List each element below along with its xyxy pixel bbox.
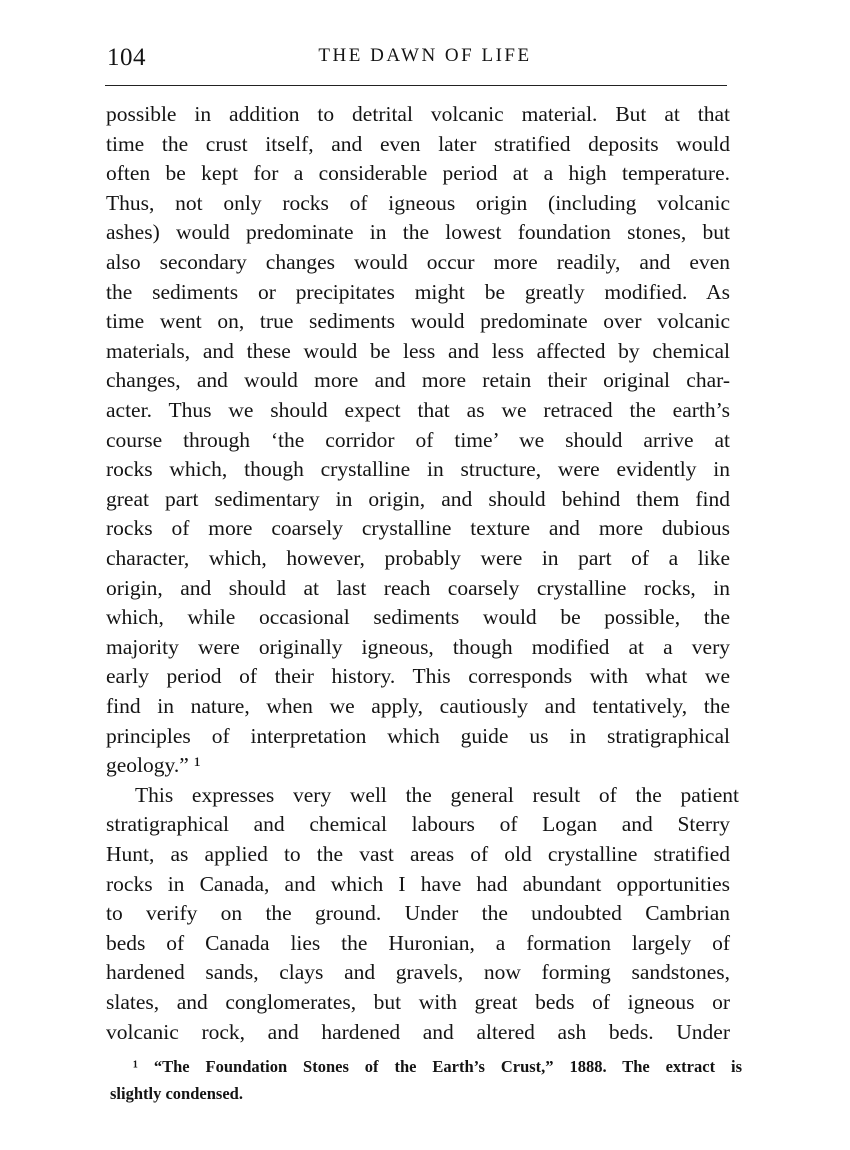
page-number: 104 xyxy=(107,44,146,71)
body-line: acter. Thus we should expect that as we retraced the earth’s xyxy=(106,398,730,422)
body-line: time went on, true sediments would predominate over volcanic xyxy=(106,309,730,334)
body-line: origin, and should at last reach coarsely crystalline rocks, in xyxy=(106,575,730,600)
body-line: great part sedimentary in origin, and should behind them find xyxy=(106,486,730,511)
body-line: possible in addition to detrital volcanic material. But at that xyxy=(106,102,730,126)
body-line: slates, and conglomerates, but with great beds of igneous or xyxy=(106,990,730,1014)
body-line: often be kept for a considerable period at a high temperature. xyxy=(106,161,730,186)
body-line: rocks in Canada, and which I have had abundant opportunities xyxy=(106,871,730,896)
body-line: majority were originally igneous, though modified at a very xyxy=(106,634,730,659)
body-line: Thus, not only rocks of igneous origin (including volcanic xyxy=(106,190,730,215)
body-line: time the crust itself, and even later stratified deposits would xyxy=(106,131,730,156)
body-line: beds of Canada lies the Huronian, a formation largely of xyxy=(106,930,730,955)
footnote-line: ¹ “The Foundation Stones of the Earth’s Crust,” 1888. The extract is xyxy=(133,1057,742,1076)
body-line: volcanic rock, and hardened and altered ash beds. Under xyxy=(106,1019,730,1044)
body-line: the sediments or precipitates might be greatly modified. As xyxy=(106,279,730,304)
body-line: character, which, however, probably were in part of a like xyxy=(106,546,730,570)
footnote-line: slightly condensed. xyxy=(110,1084,243,1103)
body-line: changes, and would more and more retain their original char- xyxy=(106,368,730,393)
body-line: early period of their history. This corresponds with what we xyxy=(106,664,730,689)
body-line: geology.” ¹ xyxy=(106,753,201,778)
body-line: rocks of more coarsely crystalline texture and more dubious xyxy=(106,516,730,541)
body-line: which, while occasional sediments would be possible, the xyxy=(106,605,730,630)
body-line: hardened sands, clays and gravels, now forming sandstones, xyxy=(106,960,730,985)
running-title: THE DAWN OF LIFE xyxy=(318,45,532,66)
body-line: rocks which, though crystalline in structure, were evidently in xyxy=(106,457,730,482)
body-line: also secondary changes would occur more readily, and even xyxy=(106,250,730,274)
body-line: Hunt, as applied to the vast areas of old crystalline stratified xyxy=(106,842,730,866)
body-line: find in nature, when we apply, cautiously and tentatively, the xyxy=(106,694,730,718)
body-line: to verify on the ground. Under the undoubted Cambrian xyxy=(106,901,730,926)
page-header xyxy=(0,0,850,100)
body-line: materials, and these would be less and less affected by chemical xyxy=(106,338,730,363)
body-line: principles of interpretation which guide us in stratigraphical xyxy=(106,723,730,748)
header-rule xyxy=(105,85,727,86)
body-line: This expresses very well the general result of the patient xyxy=(135,782,739,807)
body-line: course through ‘the corridor of time’ we should arrive at xyxy=(106,427,730,452)
body-line: ashes) would predominate in the lowest foundation stones, but xyxy=(106,220,730,245)
body-line: stratigraphical and chemical labours of Logan and Sterry xyxy=(106,812,730,837)
